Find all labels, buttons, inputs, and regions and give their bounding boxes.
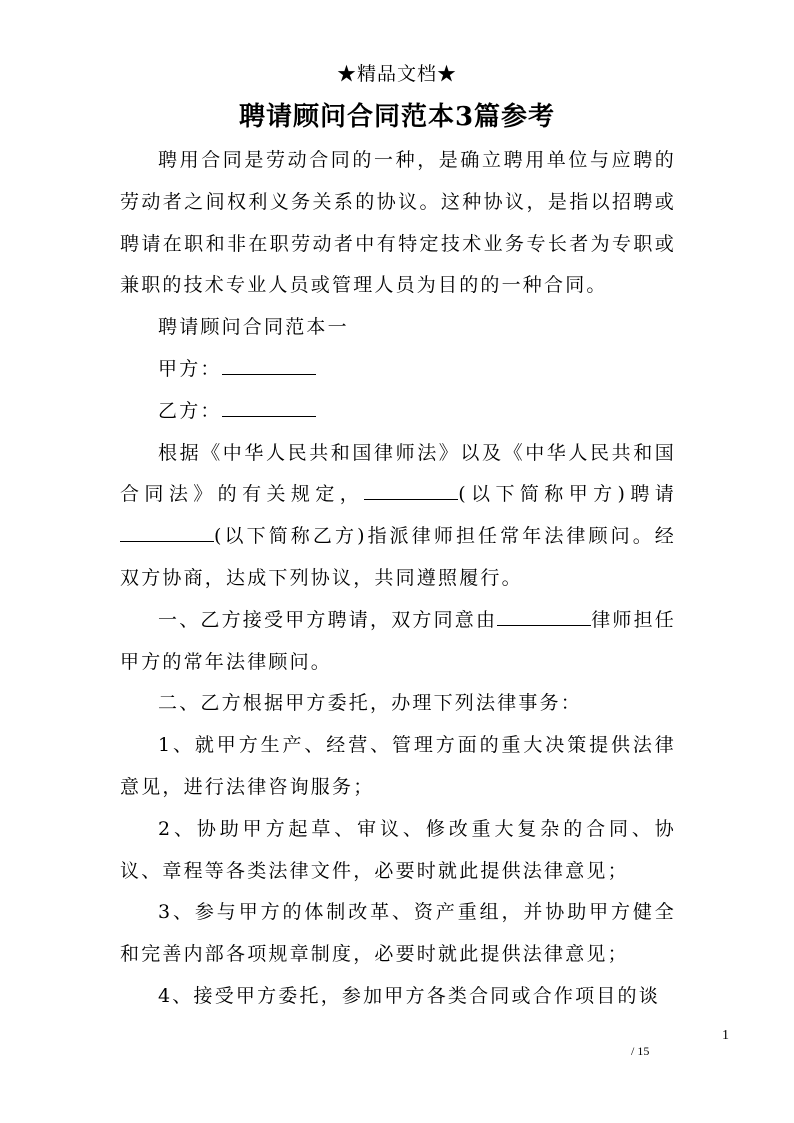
party-a-blank — [222, 356, 316, 375]
party-b-label: 乙方： — [158, 399, 222, 422]
party-b-line — [120, 391, 676, 433]
page-title: 聘请顾问合同范本3篇参考 — [238, 102, 556, 132]
basis-text-3: (以下简称乙方)指派律师担任常年法律顾问。经双方协商，达成下列协议，共同遵照履行。 — [120, 525, 676, 589]
party-b-blank — [222, 398, 316, 417]
clause-2: 二、乙方根据甲方委托，办理下列法律事务： — [158, 692, 583, 715]
item-3: 3、参与甲方的体制改革、资产重组，并协助甲方健全和完善内部各项规章制度，必要时就此提供法律意见； — [120, 901, 676, 966]
section-title: 聘请顾问合同范本一 — [158, 316, 349, 339]
basis-text-1: 根据《中华人民共和国律师法》以及《中华人民共和国合同法》的有关规定， — [120, 441, 676, 506]
intro-paragraph: 聘用合同是劳动合同的一种，是确立聘用单位与应聘的劳动者之间权利义务关系的协议。这种协议，是指以招聘或聘请在职和非在职劳动者中有特定技术业务专长者为专职或兼职的技术专业人员或管理人员为目的的一种合同。 — [120, 149, 676, 297]
clause-1 — [120, 600, 676, 684]
basis-paragraph — [120, 433, 676, 600]
page-total: / 15 — [631, 1044, 650, 1058]
party-a-name-blank — [364, 481, 458, 500]
item-4: 4、接受甲方委托，参加甲方各类合同或合作项目的谈 — [158, 984, 660, 1007]
document-body — [120, 140, 676, 1018]
lawyer-name-blank — [497, 607, 591, 626]
header-mark: ★精品文档★ — [336, 63, 457, 85]
item-2: 2、协助甲方起草、审议、修改重大复杂的合同、协议、章程等各类法律文件，必要时就此提供法律意见； — [120, 817, 676, 882]
item-1: 1、就甲方生产、经营、管理方面的重大决策提供法律意见，进行法律咨询服务； — [120, 734, 676, 798]
clause-1-text-2: 律师担任甲方的常年法律顾问。 — [120, 608, 677, 673]
party-a-line — [120, 349, 676, 391]
party-a-label: 甲方： — [158, 357, 222, 380]
party-b-name-blank — [120, 523, 214, 542]
page-number: 1 — [722, 1028, 729, 1043]
clause-1-text-1: 一、乙方接受甲方聘请，双方同意由 — [158, 608, 498, 631]
basis-text-2: (以下简称甲方)聘请 — [458, 483, 676, 506]
